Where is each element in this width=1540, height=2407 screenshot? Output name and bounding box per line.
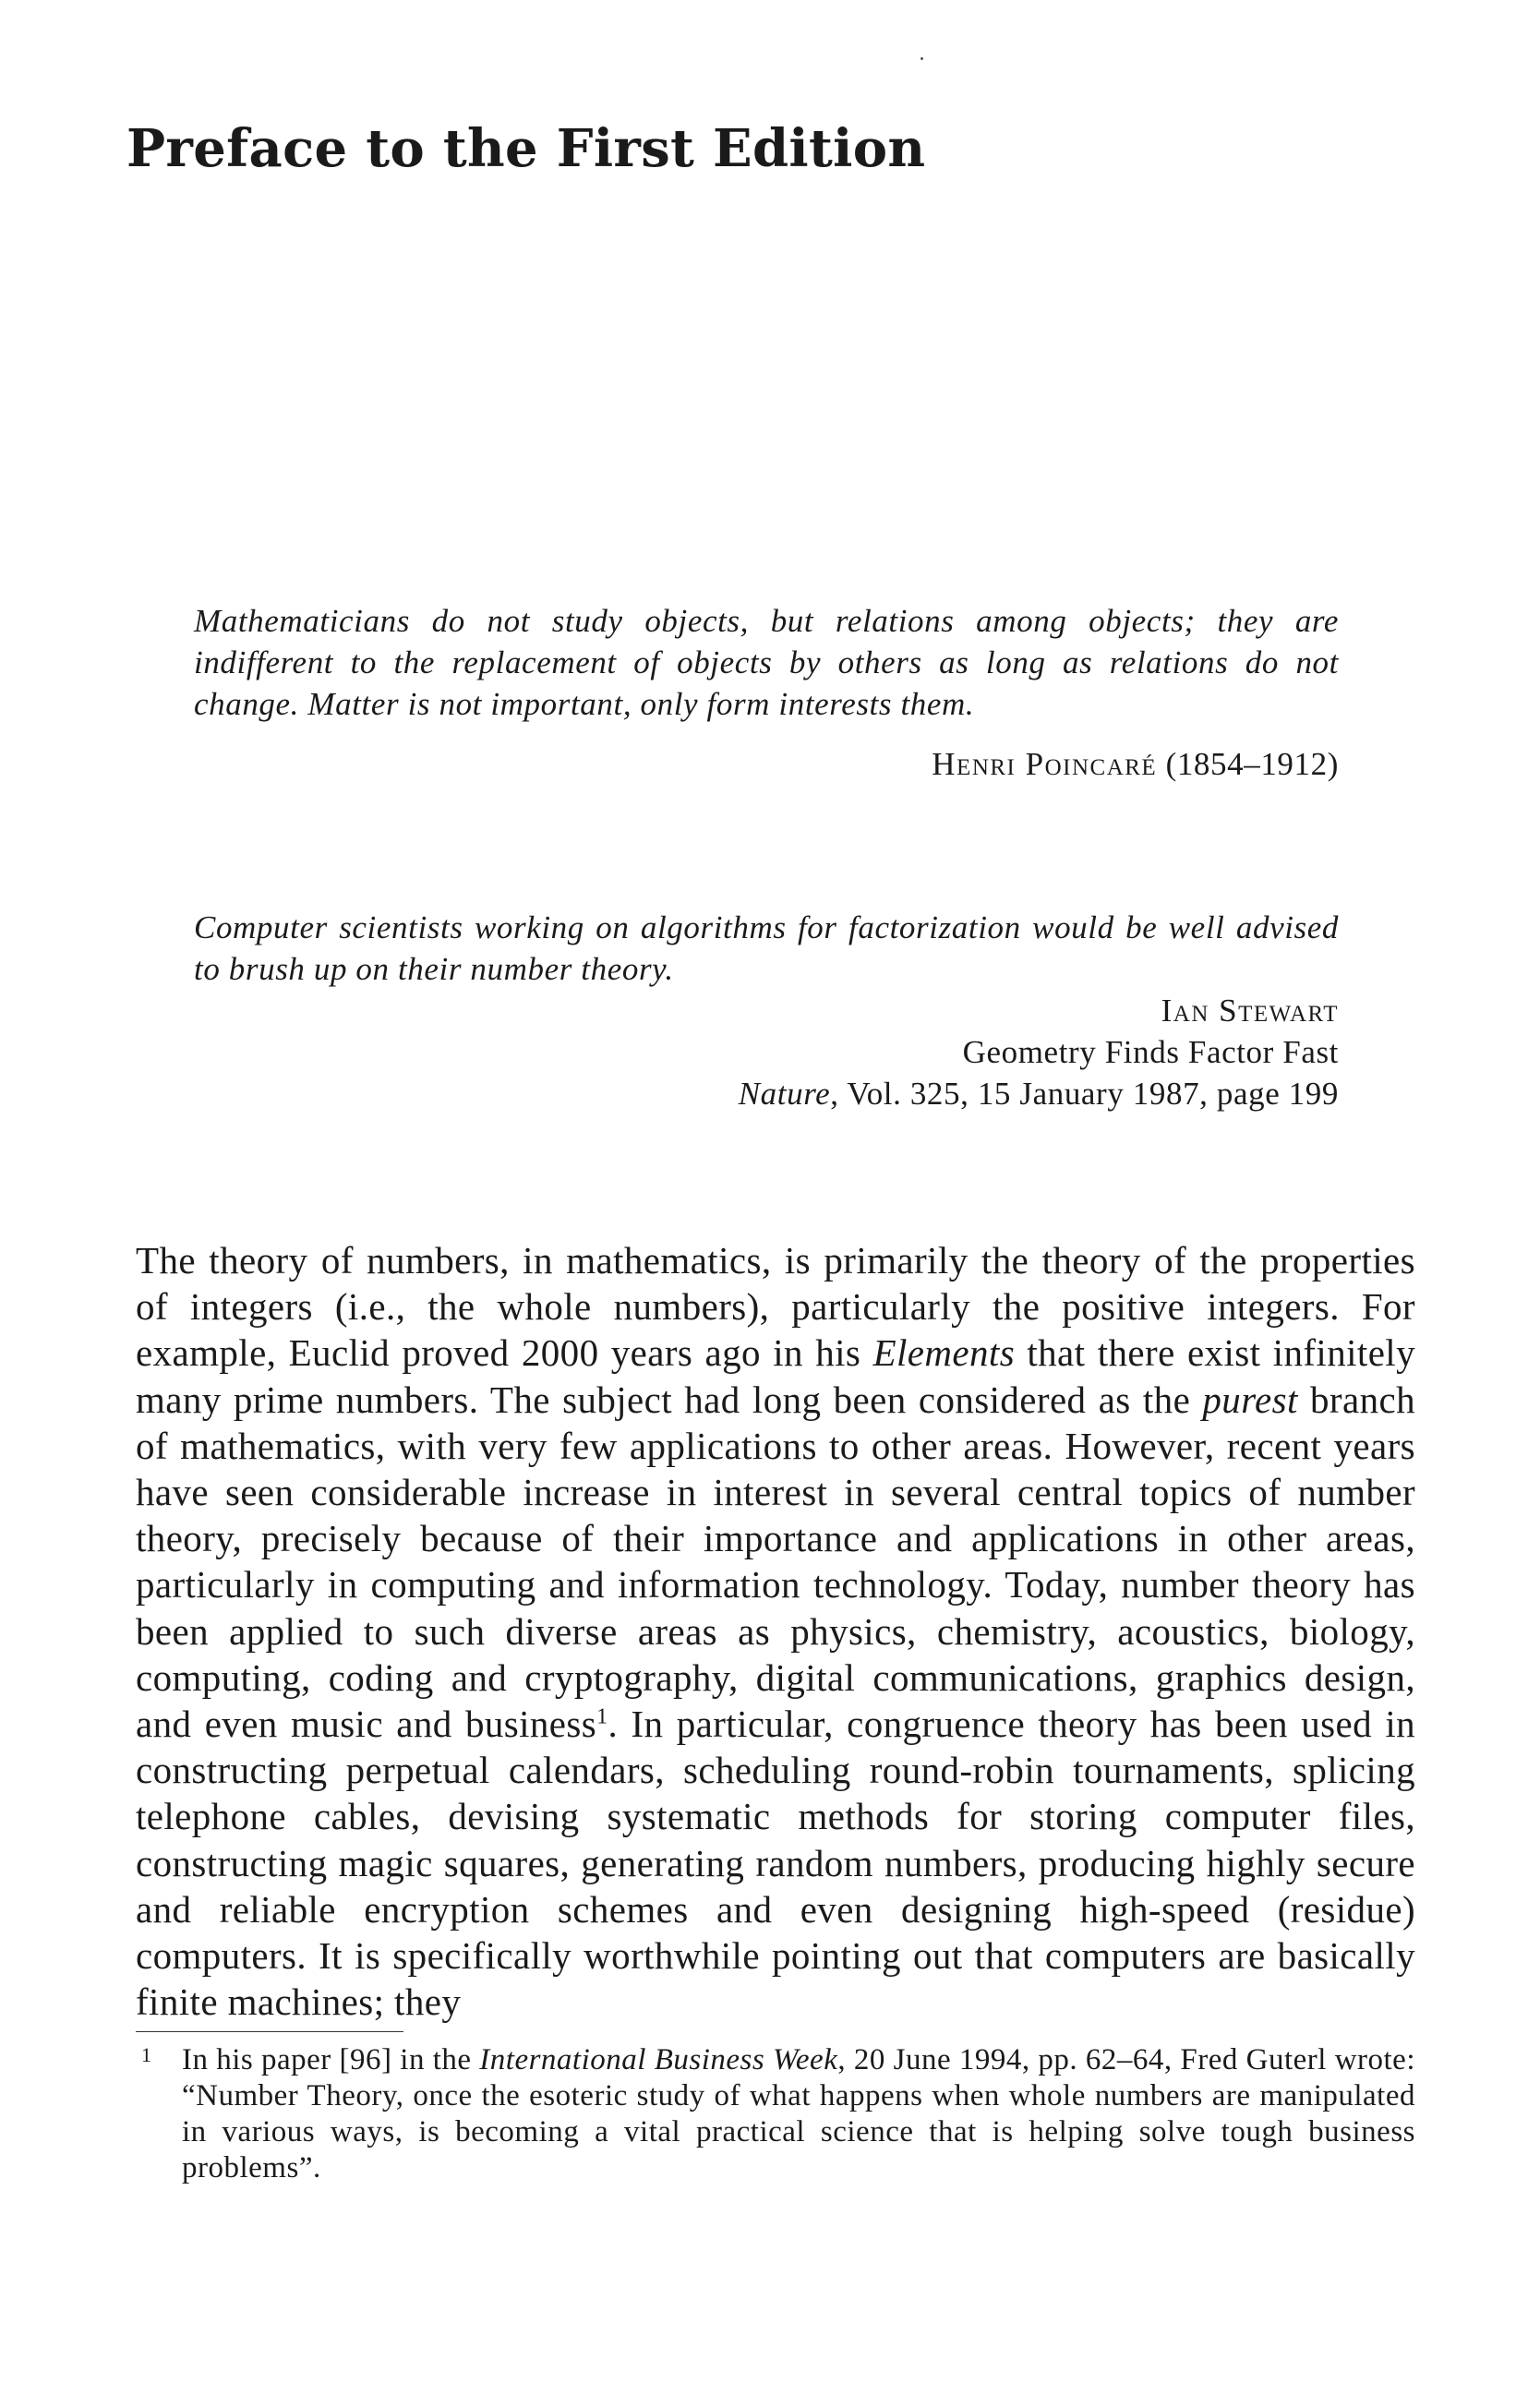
epigraph-citation-details: , Vol. 325, 15 January 1987, page 199 bbox=[830, 1076, 1339, 1112]
footnote-text-segment: In his paper [96] in the bbox=[182, 2043, 480, 2076]
epigraph-work: Geometry Finds Factor Fast bbox=[962, 1034, 1339, 1070]
epigraph-quote: Mathematicians do not study objects, but relations among objects; they are indifferent to the replacement of objects by others as long as relations do not change. Matter is not important, only form interests them. bbox=[194, 603, 1339, 722]
footnote-text-segment: , 20 June 1994, pp. 62–64, Fred Guterl wrote: “Number Theory, once the esoteric study of what happens when whole numbers are manipulated in various ways, is becoming a vital practical science that is helping solve tough business problems”. bbox=[182, 2043, 1415, 2184]
body-italic-purest: purest bbox=[1202, 1378, 1298, 1421]
epigraph-author: Henri Poincaré bbox=[932, 746, 1158, 782]
epigraph-citation bbox=[194, 1073, 1339, 1114]
body-text bbox=[136, 1237, 1415, 2025]
epigraph-stewart bbox=[194, 907, 1339, 1114]
epigraph-attribution bbox=[194, 743, 1339, 785]
footnote-mark: 1 bbox=[141, 2043, 152, 2066]
epigraph-poincare bbox=[194, 600, 1339, 785]
footnote-reference[interactable]: 1 bbox=[596, 1704, 608, 1729]
epigraph-author: Ian Stewart bbox=[1161, 993, 1339, 1029]
body-paragraph bbox=[136, 1237, 1415, 2025]
footnote bbox=[136, 2042, 1415, 2186]
footnote-text bbox=[136, 2042, 1415, 2186]
footnote-publication: International Business Week bbox=[479, 2043, 838, 2076]
epigraph-journal: Nature bbox=[738, 1076, 831, 1112]
body-text-segment: branch of mathematics, with very few applications to other areas. However, recent years have seen considerable increase in interest in several central topics of number theory, precisely because of their importance and applications in other areas, particularly in computing and information technology. Today, number theory has been applied to such diverse areas as physics, chemistry, acoustics, biology, computing, coding and cryptography, digital communications, graphics design, and even music and business bbox=[136, 1378, 1415, 1746]
body-text-segment: . In particular, congruence theory has been used in constructing perpetual calendars, scheduling round-robin tournaments, splicing telephone cables, devising systematic methods for storing computer files, constructing magic squares, generating random numbers, producing highly secure and reliable encryption schemes and even designing high-speed (residue) computers. It is specifically worthwhile pointing out that computers are basically finite machines; they bbox=[136, 1703, 1416, 2024]
scan-speck bbox=[920, 57, 923, 60]
footnote-rule bbox=[136, 2031, 403, 2032]
epigraph-dates: (1854–1912) bbox=[1165, 746, 1339, 782]
body-italic-elements: Elements bbox=[872, 1331, 1016, 1375]
body-text-segment: that there exist infinitely many prime numbers. The subject had long been considered as the bbox=[136, 1331, 1415, 1421]
epigraph-quote: Computer scientists working on algorithms for factorization would be well advised to brush up on their number theory. bbox=[194, 909, 1339, 987]
page-title: Preface to the First Edition bbox=[126, 118, 926, 179]
body-text-segment: The theory of numbers, in mathematics, is primarily the theory of the properties of integers (i.e., the whole numbers), particularly the positive integers. For example, Euclid proved 2000 years ago in his bbox=[136, 1239, 1415, 1375]
epigraph-author-line bbox=[194, 990, 1339, 1031]
